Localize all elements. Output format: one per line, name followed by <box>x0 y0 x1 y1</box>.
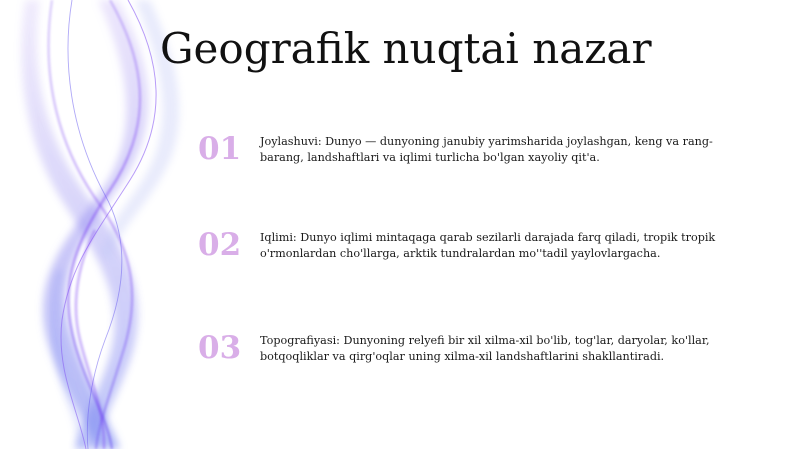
item-text: Topografiyasi: Dunyoning relyefi bir xil xilma-xil bo'lib, tog'lar, daryolar, ko'llar, botqoqliklar va qirg'oqlar uning xilma-xil landshaftlarini shakllantiradi. <box>260 334 710 363</box>
slide-title: Geografik nuqtai nazar <box>160 24 652 73</box>
item-number: 03 <box>198 330 242 366</box>
item-text: Joylashuvi: Dunyo — dunyoning janubiy yarimsharida joylashgan, keng va rang-barang, landshaftlari va iqlimi turlicha bo'lgan xayoliy qit'a. <box>260 135 713 164</box>
item-number: 01 <box>198 131 242 167</box>
item-text: Iqlimi: Dunyo iqlimi mintaqaga qarab sezilarli darajada farq qiladi, tropik tropik o'rmonlardan cho'llarga, arktik tundralardan mo''tadil yaylovlargacha. <box>260 231 716 260</box>
list-item <box>198 131 728 191</box>
item-number: 02 <box>198 227 242 263</box>
list-item <box>198 330 728 390</box>
list-item <box>198 227 728 287</box>
